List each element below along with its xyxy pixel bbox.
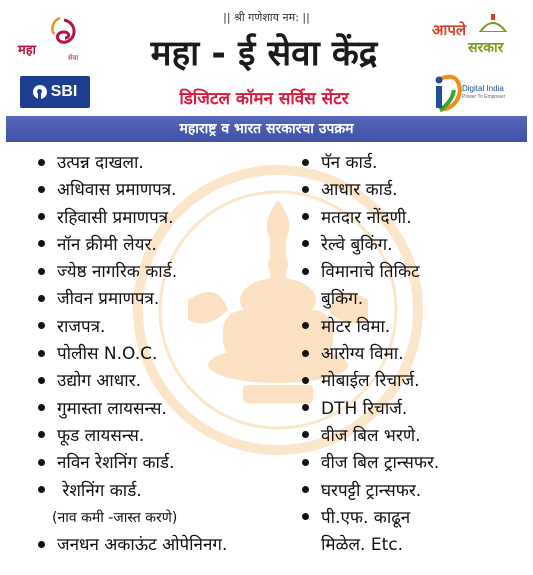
service-label: पोलीस N.O.C. [57, 344, 158, 365]
bullet-icon [302, 186, 309, 193]
service-label: आधार कार्ड. [321, 180, 398, 201]
bullet-icon [38, 159, 45, 166]
bullet-icon [38, 541, 45, 548]
service-label: फूड लायसन्स. [57, 425, 145, 446]
service-label: विमानाचे तिकिट [321, 262, 420, 283]
service-item [302, 505, 439, 532]
service-label: (नाव कमी -जास्त करणे) [52, 509, 178, 526]
sarkar-text: सरकार [468, 40, 504, 56]
bullet-icon [302, 459, 309, 466]
service-label: नविन रेशनिंग कार्ड. [57, 453, 175, 474]
service-label: मतदार नोंदणी. [321, 207, 412, 228]
sbi-keyhole-icon [33, 85, 47, 99]
bullet-icon [302, 431, 309, 438]
bullet-icon [302, 486, 309, 493]
banner: महाराष्ट्र व भारत सरकारचा उपक्रम [6, 116, 527, 142]
services-list-left [38, 150, 227, 559]
service-label: जीवन प्रमाणपत्र. [57, 289, 160, 310]
bullet-icon [38, 268, 45, 275]
service-item [38, 423, 227, 450]
service-item [302, 341, 439, 368]
service-item [38, 450, 227, 477]
service-label: बुकिंग. [321, 289, 364, 310]
service-label: मोबाईल रिचार्ज. [321, 371, 420, 392]
service-label: गुमास्ता लायसन्स. [57, 398, 167, 419]
maha-logo-text: महा [18, 43, 37, 58]
sbi-logo-text: SBI [50, 83, 78, 100]
bullet-icon [38, 486, 45, 493]
bullet-icon [302, 513, 309, 520]
bullet-icon [302, 213, 309, 220]
bullet-icon [302, 240, 309, 247]
service-label: रेशनिंग कार्ड. [57, 480, 142, 501]
service-item [302, 150, 439, 177]
digital-india-logo [428, 66, 524, 114]
service-item [38, 341, 227, 368]
service-item [302, 396, 439, 423]
digital-india-tagline: Power To Empower [462, 94, 506, 100]
service-label: मोटर विमा. [321, 316, 391, 337]
sbi-logo [20, 76, 90, 108]
service-item [38, 505, 227, 532]
services-list-right [302, 150, 439, 559]
digital-india-i-icon [432, 66, 462, 114]
page-subtitle: डिजिटल कॉमन सर्विस सेंटर [179, 89, 349, 109]
service-item [38, 314, 227, 341]
service-label: रहिवासी प्रमाणपत्र. [57, 207, 174, 228]
bullet-icon [38, 459, 45, 466]
service-item [38, 532, 227, 559]
dome-icon [476, 14, 510, 32]
service-label: नॉन क्रीमी लेयर. [57, 234, 157, 255]
service-item [38, 177, 227, 204]
service-label: मिळेल. Etc. [321, 535, 403, 556]
service-item [38, 150, 227, 177]
service-item [38, 232, 227, 259]
bullet-icon [38, 350, 45, 357]
service-label: वीज बिल भरणे. [321, 425, 421, 446]
bullet-icon [38, 240, 45, 247]
service-item [302, 532, 439, 559]
bullet-icon [302, 404, 309, 411]
seva-logo-text: सेवा [68, 54, 79, 62]
service-item [302, 259, 439, 286]
service-label: आरोग्य विमा. [321, 344, 404, 365]
service-item [302, 368, 439, 395]
service-item [302, 177, 439, 204]
aaple-text: आपले [432, 21, 467, 39]
service-item [38, 396, 227, 423]
service-item [302, 423, 439, 450]
bullet-icon [38, 295, 45, 302]
bullet-icon [38, 213, 45, 220]
service-label: उत्पन्न दाखला. [57, 153, 144, 173]
bullet-icon [302, 377, 309, 384]
service-label: रेल्वे बुकिंग. [321, 234, 393, 255]
bullet-icon [302, 322, 309, 329]
bullet-icon [38, 322, 45, 329]
bullet-icon [302, 159, 309, 166]
service-item [302, 232, 439, 259]
service-item [38, 205, 227, 232]
swirl-icon [46, 16, 82, 56]
digital-india-text: Digital India [462, 84, 504, 93]
service-item [302, 286, 439, 313]
service-label: घरपट्टी ट्रान्सफर. [321, 480, 422, 501]
service-label: अधिवास प्रमाणपत्र. [57, 180, 177, 201]
service-item [302, 314, 439, 341]
bullet-icon [38, 377, 45, 384]
service-label: ज्येष्ठ नागरिक कार्ड. [57, 262, 178, 283]
maha-eseva-logo [12, 14, 92, 66]
service-label: पॅन कार्ड. [321, 153, 378, 173]
service-item [302, 478, 439, 505]
service-item [302, 205, 439, 232]
aaple-sarkar-logo [428, 14, 524, 58]
bullet-icon [38, 404, 45, 411]
service-label: DTH रिचार्ज. [321, 398, 408, 419]
service-label: राजपत्र. [57, 316, 106, 337]
bullet-icon [38, 431, 45, 438]
service-item [38, 259, 227, 286]
page-title: महा - ई सेवा केंद्र [150, 34, 378, 74]
blessing-text: || श्री गणेशाय नम: || [223, 11, 310, 24]
service-item [302, 450, 439, 477]
bullet-icon [302, 268, 309, 275]
service-label: जनधन अकाऊंट ओपेनिनग. [57, 535, 228, 556]
service-label: वीज बिल ट्रान्सफर. [321, 453, 440, 474]
service-item [38, 478, 227, 505]
service-label: उद्योग आधार. [57, 371, 141, 392]
bullet-icon [302, 350, 309, 357]
service-item [38, 368, 227, 395]
service-item [38, 286, 227, 313]
service-label: पी.एफ. काढून [321, 507, 411, 528]
bullet-icon [38, 186, 45, 193]
